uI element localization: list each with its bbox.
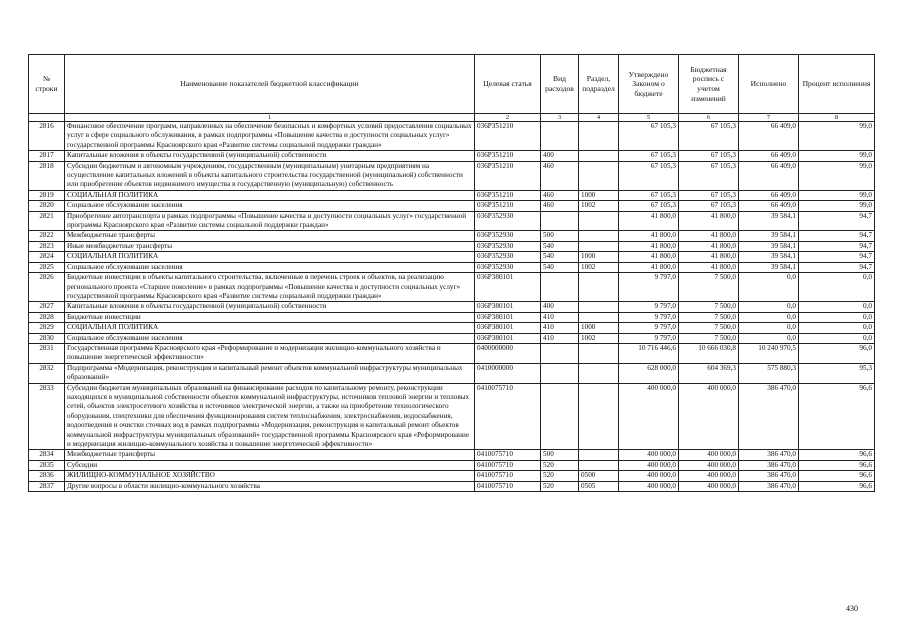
row-section-cell <box>579 151 619 161</box>
row-section-cell <box>579 450 619 460</box>
row-executed-cell: 39 584,1 <box>739 241 799 251</box>
column-index-row <box>29 114 875 122</box>
table-row <box>29 241 875 251</box>
row-number-cell: 2834 <box>29 450 65 460</box>
row-percent-cell: 99,0 <box>799 201 875 211</box>
row-target-cell: 0410075710 <box>475 481 541 491</box>
row-budget-cell: 67 105,3 <box>679 151 739 161</box>
row-executed-cell: 386 470,0 <box>739 383 799 450</box>
row-target-cell: 036Р351210 <box>475 161 541 190</box>
row-budget-cell: 41 800,0 <box>679 252 739 262</box>
row-vid-cell: 460 <box>541 201 579 211</box>
row-target-cell: 036Р380101 <box>475 323 541 333</box>
row-number-cell: 2826 <box>29 273 65 302</box>
row-executed-cell: 386 470,0 <box>739 471 799 481</box>
row-section-cell: 1002 <box>579 201 619 211</box>
header-approved: Утверждено Законом о бюджете <box>619 55 679 114</box>
row-number-cell: 2833 <box>29 383 65 450</box>
row-number-cell: 2832 <box>29 363 65 383</box>
column-index: 8 <box>799 114 875 122</box>
row-name-cell: Государственная программа Красноярского края «Реформирование и модернизация жилищно-коммунального хозяйства и повышение энергетической эффективности» <box>65 343 475 363</box>
table-row <box>29 151 875 161</box>
row-approved-cell: 9 797,0 <box>619 333 679 343</box>
row-percent-cell: 0,0 <box>799 312 875 322</box>
row-executed-cell: 39 584,1 <box>739 211 799 231</box>
row-percent-cell: 0,0 <box>799 323 875 333</box>
row-number-cell: 2827 <box>29 302 65 312</box>
row-percent-cell: 94,7 <box>799 231 875 241</box>
row-budget-cell: 7 500,0 <box>679 302 739 312</box>
row-vid-cell: 400 <box>541 302 579 312</box>
header-section: Раздел, подраздел <box>579 55 619 114</box>
row-target-cell: 0410075710 <box>475 450 541 460</box>
row-approved-cell: 10 716 446,6 <box>619 343 679 363</box>
row-vid-cell: 500 <box>541 231 579 241</box>
table-row <box>29 252 875 262</box>
row-approved-cell: 41 800,0 <box>619 252 679 262</box>
header-name: Наименование показателей бюджетной классификации <box>65 55 475 114</box>
row-section-cell: 1002 <box>579 333 619 343</box>
page-number: 430 <box>846 604 858 613</box>
row-number-cell: 2829 <box>29 323 65 333</box>
row-target-cell: 036Р352930 <box>475 262 541 272</box>
row-name-cell: Подпрограмма «Модернизация, реконструкция и капитальный ремонт объектов коммунальной инфраструктуры муниципальных образований» <box>65 363 475 383</box>
row-name-cell: СОЦИАЛЬНАЯ ПОЛИТИКА <box>65 252 475 262</box>
row-vid-cell: 540 <box>541 262 579 272</box>
column-index <box>29 114 65 122</box>
table-row <box>29 211 875 231</box>
row-approved-cell: 9 797,0 <box>619 323 679 333</box>
row-executed-cell: 0,0 <box>739 302 799 312</box>
table-row <box>29 161 875 190</box>
row-name-cell: Субсидии <box>65 460 475 470</box>
row-executed-cell: 0,0 <box>739 312 799 322</box>
row-name-cell: Межбюджетные трансферты <box>65 231 475 241</box>
row-number-cell: 2831 <box>29 343 65 363</box>
row-name-cell: Другие вопросы в области жилищно-коммунального хозяйства <box>65 481 475 491</box>
header-budget-list: Бюджетная роспись с учетом изменений <box>679 55 739 114</box>
row-executed-cell: 575 880,3 <box>739 363 799 383</box>
row-vid-cell: 520 <box>541 481 579 491</box>
row-target-cell: 036Р352930 <box>475 252 541 262</box>
row-target-cell: 036Р380101 <box>475 333 541 343</box>
row-approved-cell: 9 797,0 <box>619 312 679 322</box>
column-index: 6 <box>679 114 739 122</box>
row-target-cell: 0410075710 <box>475 471 541 481</box>
row-executed-cell: 0,0 <box>739 323 799 333</box>
row-executed-cell: 386 470,0 <box>739 481 799 491</box>
row-budget-cell: 10 666 030,8 <box>679 343 739 363</box>
table-row <box>29 122 875 151</box>
row-approved-cell: 67 105,3 <box>619 161 679 190</box>
row-target-cell: 036Р351210 <box>475 201 541 211</box>
header-target: Целевая статья <box>475 55 541 114</box>
row-vid-cell: 410 <box>541 333 579 343</box>
row-approved-cell: 628 000,0 <box>619 363 679 383</box>
row-section-cell <box>579 211 619 231</box>
row-target-cell: 036Р352930 <box>475 211 541 231</box>
row-section-cell <box>579 231 619 241</box>
table-row <box>29 231 875 241</box>
row-budget-cell: 41 800,0 <box>679 241 739 251</box>
row-approved-cell: 67 105,3 <box>619 122 679 151</box>
row-percent-cell: 96,6 <box>799 471 875 481</box>
table-header-row <box>29 55 875 114</box>
column-index: 4 <box>579 114 619 122</box>
row-budget-cell: 7 500,0 <box>679 323 739 333</box>
row-name-cell: Субсидии бюджетам муниципальных образований на финансирование расходов по капитальному ремонту, реконструкции находящихся в муниципальной собственности объектов коммунальной инфраструктуры, источников тепловой энергии и тепловых сетей, объектов электросетевого хозяйства и источников электрической энергии, а также на приобретение технологического оборудования, спецтехники для обеспечения функционирования систем теплоснабжения, электроснабжения, водоснабжения, водоотведения и очистки сточных вод в рамках подпрограммы «Модернизация, реконструкция и капитальный ремонт объектов коммунальной инфраструктуры муниципальных образований» государственной программы Красноярского края «Реформирование и модернизация жилищно-коммунального хозяйства и повышение энергетической эффективности» <box>65 383 475 450</box>
row-budget-cell: 7 500,0 <box>679 333 739 343</box>
row-number-cell: 2818 <box>29 161 65 190</box>
row-percent-cell: 99,0 <box>799 122 875 151</box>
row-approved-cell: 400 000,0 <box>619 481 679 491</box>
table-row <box>29 323 875 333</box>
row-section-cell: 0505 <box>579 481 619 491</box>
row-name-cell: Иные межбюджетные трансферты <box>65 241 475 251</box>
table-row <box>29 363 875 383</box>
row-target-cell: 036Р352930 <box>475 241 541 251</box>
row-percent-cell: 96,6 <box>799 460 875 470</box>
row-vid-cell <box>541 122 579 151</box>
row-executed-cell: 66 409,0 <box>739 122 799 151</box>
row-number-cell: 2819 <box>29 190 65 200</box>
column-index: 2 <box>475 114 541 122</box>
row-name-cell: Социальное обслуживание населения <box>65 333 475 343</box>
row-section-cell <box>579 161 619 190</box>
row-name-cell: Капитальные вложения в объекты государственной (муниципальной) собственности <box>65 151 475 161</box>
header-row-no: № строки <box>29 55 65 114</box>
row-executed-cell: 39 584,1 <box>739 252 799 262</box>
row-approved-cell: 41 800,0 <box>619 241 679 251</box>
column-index: 7 <box>739 114 799 122</box>
row-vid-cell <box>541 273 579 302</box>
row-percent-cell: 0,0 <box>799 302 875 312</box>
row-vid-cell: 460 <box>541 161 579 190</box>
row-name-cell: Бюджетные инвестиции в объекты капитального строительства, включенные в перечень строек и объектов, на реализацию регионального проекта «Старшее поколение» в рамках подпрограммы «Повышение качества и доступности социальных услуг» государственной программы Красноярского края «Развитие системы социальной поддержки граждан» <box>65 273 475 302</box>
row-executed-cell: 386 470,0 <box>739 460 799 470</box>
row-vid-cell: 500 <box>541 450 579 460</box>
row-vid-cell: 520 <box>541 471 579 481</box>
table-row <box>29 312 875 322</box>
row-target-cell: 036Р351210 <box>475 151 541 161</box>
budget-table <box>28 54 875 492</box>
table-row <box>29 201 875 211</box>
row-budget-cell: 604 369,3 <box>679 363 739 383</box>
table-row <box>29 471 875 481</box>
row-vid-cell: 460 <box>541 190 579 200</box>
row-vid-cell <box>541 363 579 383</box>
table-row <box>29 460 875 470</box>
table-row <box>29 273 875 302</box>
row-name-cell: Субсидии бюджетным и автономным учреждениям, государственным (муниципальным) унитарным предприятиям на осуществление капитальных вложений в объекты капитального строительства государственной (муниципальной) собственности или приобретение объектов недвижимого имущества в государственную (муниципальную) собственность <box>65 161 475 190</box>
row-percent-cell: 94,7 <box>799 241 875 251</box>
row-number-cell: 2822 <box>29 231 65 241</box>
row-name-cell: ЖИЛИЩНО-КОММУНАЛЬНОЕ ХОЗЯЙСТВО <box>65 471 475 481</box>
row-section-cell <box>579 241 619 251</box>
row-budget-cell: 67 105,3 <box>679 161 739 190</box>
row-approved-cell: 67 105,3 <box>619 151 679 161</box>
row-section-cell: 1000 <box>579 252 619 262</box>
row-budget-cell: 400 000,0 <box>679 383 739 450</box>
row-target-cell: 036Р351210 <box>475 190 541 200</box>
row-number-cell: 2837 <box>29 481 65 491</box>
row-section-cell <box>579 122 619 151</box>
row-approved-cell: 67 105,3 <box>619 201 679 211</box>
row-budget-cell: 41 800,0 <box>679 211 739 231</box>
row-executed-cell: 386 470,0 <box>739 450 799 460</box>
header-executed: Исполнено <box>739 55 799 114</box>
row-section-cell <box>579 343 619 363</box>
column-index: 3 <box>541 114 579 122</box>
row-section-cell: 1000 <box>579 323 619 333</box>
row-budget-cell: 67 105,3 <box>679 201 739 211</box>
column-index: 1 <box>65 114 475 122</box>
row-percent-cell: 96,0 <box>799 343 875 363</box>
row-budget-cell: 41 800,0 <box>679 231 739 241</box>
row-vid-cell: 410 <box>541 323 579 333</box>
row-approved-cell: 9 797,0 <box>619 273 679 302</box>
row-approved-cell: 400 000,0 <box>619 383 679 450</box>
budget-report-sheet <box>28 54 874 492</box>
row-percent-cell: 99,0 <box>799 151 875 161</box>
table-row <box>29 383 875 450</box>
row-budget-cell: 7 500,0 <box>679 273 739 302</box>
row-number-cell: 2836 <box>29 471 65 481</box>
row-target-cell: 0400000000 <box>475 343 541 363</box>
row-vid-cell: 520 <box>541 460 579 470</box>
row-percent-cell: 94,7 <box>799 252 875 262</box>
row-number-cell: 2816 <box>29 122 65 151</box>
row-section-cell <box>579 273 619 302</box>
row-percent-cell: 94,7 <box>799 211 875 231</box>
row-section-cell <box>579 383 619 450</box>
row-approved-cell: 67 105,3 <box>619 190 679 200</box>
row-name-cell: Межбюджетные трансферты <box>65 450 475 460</box>
row-budget-cell: 67 105,3 <box>679 122 739 151</box>
row-percent-cell: 99,0 <box>799 190 875 200</box>
row-executed-cell: 0,0 <box>739 273 799 302</box>
row-target-cell: 0410075710 <box>475 383 541 450</box>
row-percent-cell: 0,0 <box>799 273 875 302</box>
row-section-cell: 1000 <box>579 190 619 200</box>
header-percent: Процент исполнения <box>799 55 875 114</box>
row-target-cell: 0410000000 <box>475 363 541 383</box>
row-vid-cell: 400 <box>541 151 579 161</box>
row-target-cell: 036Р380101 <box>475 273 541 302</box>
row-budget-cell: 67 105,3 <box>679 190 739 200</box>
row-approved-cell: 41 800,0 <box>619 262 679 272</box>
row-name-cell: Социальное обслуживание населения <box>65 201 475 211</box>
row-approved-cell: 400 000,0 <box>619 471 679 481</box>
row-percent-cell: 95,3 <box>799 363 875 383</box>
row-vid-cell: 540 <box>541 252 579 262</box>
row-number-cell: 2830 <box>29 333 65 343</box>
column-index: 5 <box>619 114 679 122</box>
row-target-cell: 036Р380101 <box>475 302 541 312</box>
row-name-cell: СОЦИАЛЬНАЯ ПОЛИТИКА <box>65 323 475 333</box>
row-percent-cell: 96,6 <box>799 383 875 450</box>
row-section-cell: 1002 <box>579 262 619 272</box>
row-percent-cell: 99,0 <box>799 161 875 190</box>
row-section-cell <box>579 302 619 312</box>
row-number-cell: 2835 <box>29 460 65 470</box>
row-name-cell: Приобретение автотранспорта в рамках подпрограммы «Повышение качества и доступности социальных услуг» государственной программы Красноярского края «Развитие системы социальной поддержки граждан» <box>65 211 475 231</box>
row-number-cell: 2820 <box>29 201 65 211</box>
row-name-cell: Капитальные вложения в объекты государственной (муниципальной) собственности <box>65 302 475 312</box>
row-section-cell <box>579 460 619 470</box>
table-row <box>29 262 875 272</box>
row-section-cell <box>579 363 619 383</box>
row-number-cell: 2817 <box>29 151 65 161</box>
row-budget-cell: 400 000,0 <box>679 450 739 460</box>
table-body <box>29 122 875 492</box>
row-number-cell: 2821 <box>29 211 65 231</box>
row-approved-cell: 41 800,0 <box>619 231 679 241</box>
row-vid-cell <box>541 211 579 231</box>
row-target-cell: 0410075710 <box>475 460 541 470</box>
row-name-cell: Финансовое обеспечение программ, направленных на обеспечение безопасных и комфортных условий предоставления социальных услуг в сфере социального обслуживания, в рамках подпрограммы «Повышение качества и доступности социальных услуг» государственной программы Красноярского края «Развитие системы социальной поддержки граждан» <box>65 122 475 151</box>
row-budget-cell: 400 000,0 <box>679 481 739 491</box>
row-number-cell: 2824 <box>29 252 65 262</box>
row-approved-cell: 400 000,0 <box>619 460 679 470</box>
row-target-cell: 036Р352930 <box>475 231 541 241</box>
row-number-cell: 2828 <box>29 312 65 322</box>
row-percent-cell: 0,0 <box>799 333 875 343</box>
row-percent-cell: 96,6 <box>799 450 875 460</box>
table-row <box>29 343 875 363</box>
row-executed-cell: 0,0 <box>739 333 799 343</box>
row-percent-cell: 96,6 <box>799 481 875 491</box>
row-target-cell: 036Р351210 <box>475 122 541 151</box>
row-target-cell: 036Р380101 <box>475 312 541 322</box>
row-name-cell: СОЦИАЛЬНАЯ ПОЛИТИКА <box>65 190 475 200</box>
row-executed-cell: 66 409,0 <box>739 161 799 190</box>
row-vid-cell <box>541 343 579 363</box>
row-name-cell: Бюджетные инвестиции <box>65 312 475 322</box>
row-approved-cell: 400 000,0 <box>619 450 679 460</box>
row-number-cell: 2825 <box>29 262 65 272</box>
header-vid: Вид расходов <box>541 55 579 114</box>
row-vid-cell <box>541 383 579 450</box>
table-row <box>29 302 875 312</box>
row-section-cell <box>579 312 619 322</box>
table-row <box>29 450 875 460</box>
row-budget-cell: 41 800,0 <box>679 262 739 272</box>
table-row <box>29 333 875 343</box>
row-executed-cell: 66 409,0 <box>739 190 799 200</box>
row-vid-cell: 410 <box>541 312 579 322</box>
row-percent-cell: 94,7 <box>799 262 875 272</box>
row-executed-cell: 39 584,1 <box>739 231 799 241</box>
row-budget-cell: 7 500,0 <box>679 312 739 322</box>
table-row <box>29 481 875 491</box>
row-section-cell: 0500 <box>579 471 619 481</box>
row-approved-cell: 41 800,0 <box>619 211 679 231</box>
table-row <box>29 190 875 200</box>
row-executed-cell: 10 240 970,5 <box>739 343 799 363</box>
row-vid-cell: 540 <box>541 241 579 251</box>
row-number-cell: 2823 <box>29 241 65 251</box>
row-budget-cell: 400 000,0 <box>679 471 739 481</box>
row-budget-cell: 400 000,0 <box>679 460 739 470</box>
row-executed-cell: 66 409,0 <box>739 201 799 211</box>
row-executed-cell: 39 584,1 <box>739 262 799 272</box>
row-approved-cell: 9 797,0 <box>619 302 679 312</box>
row-executed-cell: 66 409,0 <box>739 151 799 161</box>
row-name-cell: Социальное обслуживание населения <box>65 262 475 272</box>
